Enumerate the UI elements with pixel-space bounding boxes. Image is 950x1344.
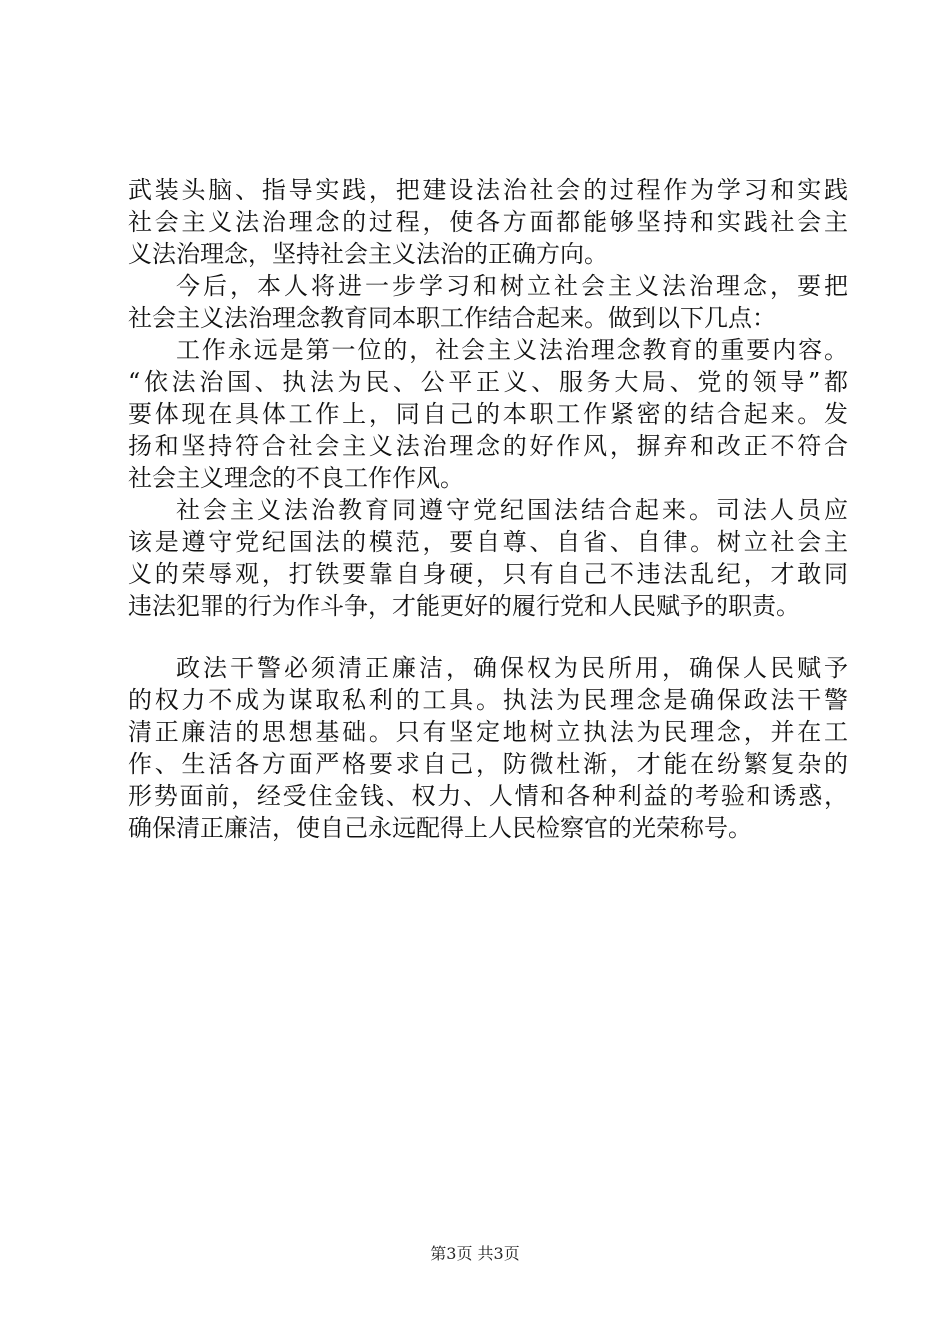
text-line: 扬和坚持符合社会主义法治理念的好作风，摒弃和改正不符合 xyxy=(128,432,848,460)
paragraph-spacer xyxy=(128,622,848,652)
text-line: 社会主义法治教育同遵守党纪国法结合起来。司法人员应 xyxy=(176,496,848,524)
document-body xyxy=(128,174,848,844)
text-line: 武装头脑、指导实践，把建设法治社会的过程作为学习和实践 xyxy=(128,176,848,204)
text-line: 该是遵守党纪国法的模范，要自尊、自省、自律。树立社会主 xyxy=(128,528,848,556)
text-line: 形势面前，经受住金钱、权力、人情和各种利益的考验和诱惑， xyxy=(128,782,848,810)
paragraph-5 xyxy=(128,652,848,844)
page-footer xyxy=(0,1244,950,1264)
text-line: “依法治国、执法为民、公平正义、服务大局、党的领导”都 xyxy=(128,368,848,396)
text-line: 作、生活各方面严格要求自己，防微杜渐，才能在纷繁复杂的 xyxy=(128,750,848,778)
text-line: 社会主义理念的不良工作作风。 xyxy=(128,464,464,492)
paragraph-1 xyxy=(128,174,848,270)
text-line: 要体现在具体工作上，同自己的本职工作紧密的结合起来。发 xyxy=(128,400,848,428)
text-line: 的权力不成为谋取私利的工具。执法为民理念是确保政法干警 xyxy=(128,686,848,714)
paragraph-4 xyxy=(128,494,848,622)
text-line: 工作永远是第一位的，社会主义法治理念教育的重要内容。 xyxy=(176,336,848,364)
page-number: 第3页 共3页 xyxy=(430,1244,520,1263)
text-line: 确保清正廉洁，使自己永远配得上人民检察官的光荣称号。 xyxy=(128,814,752,842)
text-line: 清正廉洁的思想基础。只有坚定地树立执法为民理念，并在工 xyxy=(128,718,848,746)
paragraph-2 xyxy=(128,270,848,334)
paragraph-3 xyxy=(128,334,848,494)
text-line: 社会主义法治理念教育同本职工作结合起来。做到以下几点： xyxy=(128,304,776,332)
text-line: 今后，本人将进一步学习和树立社会主义法治理念，要把 xyxy=(176,272,848,300)
text-line: 社会主义法治理念的过程，使各方面都能够坚持和实践社会主 xyxy=(128,208,848,236)
text-line: 违法犯罪的行为作斗争，才能更好的履行党和人民赋予的职责。 xyxy=(128,592,800,620)
text-line: 政法干警必须清正廉洁，确保权为民所用，确保人民赋予 xyxy=(176,654,848,682)
text-line: 义的荣辱观，打铁要靠自身硬，只有自己不违法乱纪，才敢同 xyxy=(128,560,848,588)
text-line: 义法治理念，坚持社会主义法治的正确方向。 xyxy=(128,240,608,268)
